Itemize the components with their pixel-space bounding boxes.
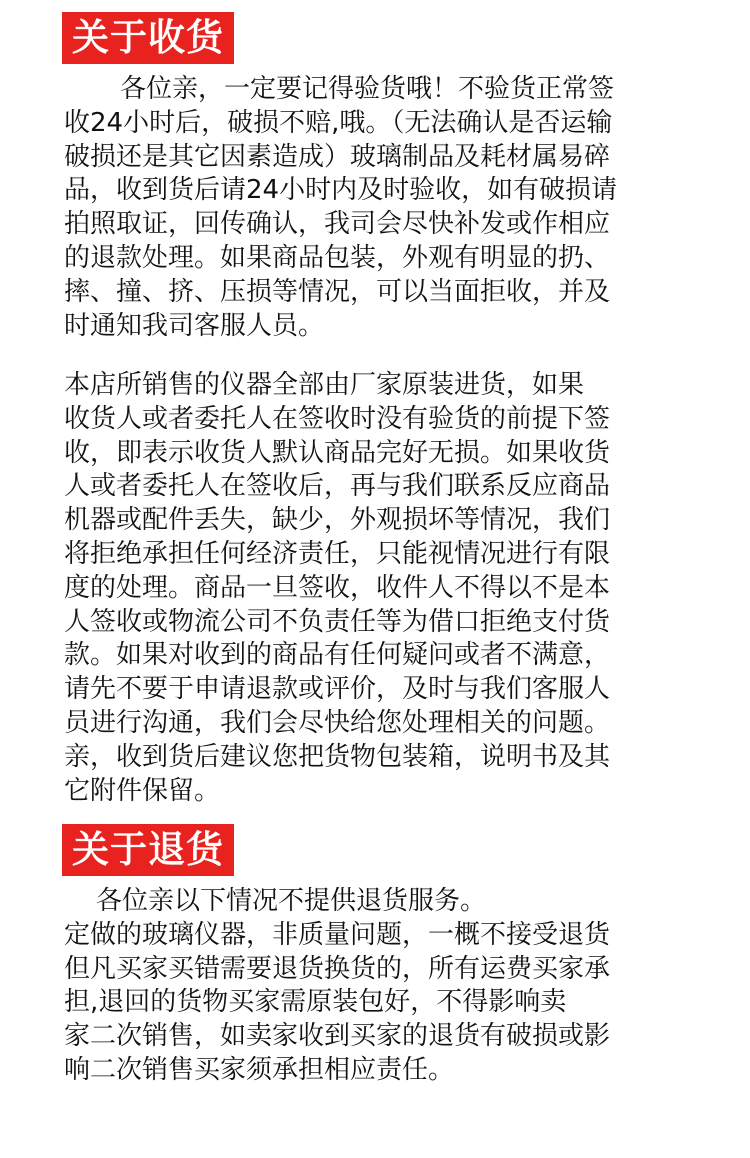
text-line: 将拒绝承担任何经济责任，只能视情况进行有限 <box>64 538 611 569</box>
text-line: 本店所销售的仪器全部由厂家原装进货，如果 <box>64 370 585 400</box>
receiving-paragraph-2 <box>64 369 694 808</box>
text-line: 但凡买家买错需要退货换货的，所有运费买家承 <box>64 953 611 984</box>
text-line: 人签收或物流公司不负责任等为借口拒绝支付货 <box>64 606 611 637</box>
text-line: 请先不要于申请退款或评价，及时与我们客服人 <box>64 674 611 705</box>
text-line: 的退款处理。如果商品包装，外观有明显的扔、 <box>64 242 611 273</box>
text-line: 度的处理。商品一旦签收，收件人不得以不是本 <box>64 572 611 603</box>
returns-paragraph <box>64 885 694 1088</box>
text-line: 款。如果对收到的商品有任何疑问或者不满意， <box>64 640 611 671</box>
text-line: 亲，收到货后建议您把货物包装箱，说明书及其 <box>64 741 611 772</box>
text-line: 担,退回的货物买家需原装包好，不得影响卖 <box>64 987 567 1018</box>
text-line: 人或者委托人在签收后，再与我们联系反应商品 <box>64 471 611 502</box>
text-line: 它附件保留。 <box>64 775 221 806</box>
text-line: 时通知我司客服人员。 <box>64 310 325 341</box>
receiving-section-title: 关于收货 <box>62 12 234 64</box>
text-line: 定做的玻璃仪器，非质量问题，一概不接受退货 <box>64 919 611 950</box>
text-line: 品，收到货后请24小时内及时验收，如有破损请 <box>64 175 618 206</box>
text-line: 机器或配件丢失，缺少，外观损坏等情况，我们 <box>64 505 611 536</box>
text-line: 员进行沟通，我们会尽快给您处理相关的问题。 <box>64 707 611 738</box>
text-line: 收货人或者委托人在签收时没有验货的前提下签 <box>64 403 611 434</box>
text-line: 破损还是其它因素造成）玻璃制品及耗材属易碎 <box>64 141 611 172</box>
text-line: 各位亲，一定要记得验货哦！不验货正常签 <box>120 74 615 104</box>
text-line: 拍照取证，回传确认，我司会尽快补发或作相应 <box>64 209 611 240</box>
text-line: 家二次销售，如卖家收到买家的退货有破损或影 <box>64 1021 611 1052</box>
text-line: 摔、撞、挤、压损等情况，可以当面拒收，并及 <box>64 276 611 307</box>
text-line: 收24小时后，破损不赔,哦。（无法确认是否运输 <box>64 107 613 138</box>
receiving-paragraph-1 <box>64 73 694 343</box>
text-line: 各位亲以下情况不提供退货服务。 <box>96 886 487 916</box>
text-line: 收，即表示收货人默认商品完好无损。如果收货 <box>64 437 611 468</box>
text-line: 响二次销售买家须承担相应责任。 <box>64 1054 455 1085</box>
returns-section-title: 关于退货 <box>62 824 234 876</box>
